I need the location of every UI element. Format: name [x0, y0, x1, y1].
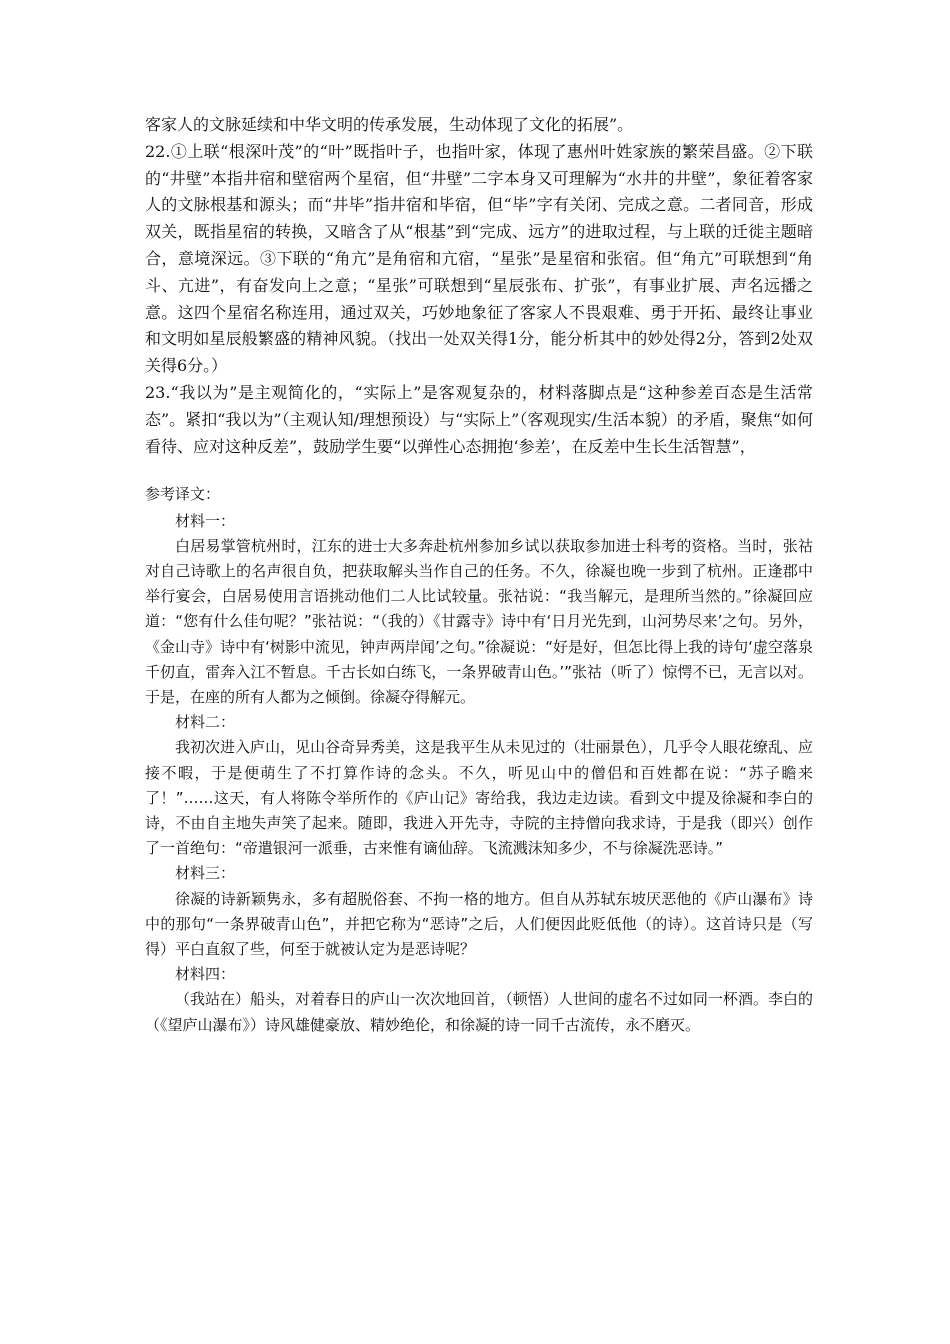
material-3-text: 徐凝的诗新颖隽永，多有超脱俗套、不拘一格的地方。但自从苏轼东坡厌恶他的《庐山瀑布》诗中的那句“一条界破青山色”，并把它称为“恶诗”之后，人们便因此贬低他（的诗）。这首诗只是（写得）平白直叙了些，何至于就被认定为是恶诗呢？ [145, 889, 813, 959]
material-4-text: （我站在）船头，对着春日的庐山一次次地回首，（顿悟）人世间的虚名不过如同一杯酒。李白的（《望庐山瀑布》）诗风雄健豪放、精妙绝伦，和徐凝的诗一同千古流传，永不磨灭。 [145, 990, 813, 1034]
section-gap [145, 460, 813, 482]
answer-21-tail: 客家人的文脉延续和中华文明的传承发展，生动体现了文化的拓展”。 [145, 115, 634, 134]
document-page [145, 112, 813, 1038]
material-3-label: 材料三： [175, 864, 236, 883]
answer-22: 22.①上联“根深叶茂”的“叶”既指叶子，也指叶家，体现了惠州叶姓家族的繁荣昌盛。②下联的“井壁”本指井宿和壁宿两个星宿，但“井壁”二字本身又可理解为“水井的井壁”，象征着客家人的文脉根基和源头；而“井毕”指井宿和毕宿，但“毕”字有关闭、完成之意。二者同音，形成双关，既指星宿的转换，又暗含了从“根基”到“完成、远方”的进取过程，与上联的迁徙主题暗合，意境深远。③下联的“角亢”是角宿和亢宿，“星张”是星宿和张宿。但“角亢”可联想到“角斗、亢进”，有奋发向上之意；“星张”可联想到“星辰张布、扩张”，有事业扩展、声名远播之意。这四个星宿名称连用，通过双关，巧妙地象征了客家人不畏艰难、勇于开拓、最终让事业和文明如星辰般繁盛的精神风貌。（找出一处双关得1分，能分析其中的妙处得2分，答到2处双关得6分。） [145, 141, 813, 376]
material-2-text: 我初次进入庐山，见山谷奇异秀美，这是我平生从未见过的（壮丽景色），几乎令人眼花缭乱、应接不暇，于是便萌生了不打算作诗的念头。不久，听见山中的僧侣和百姓都在说：“苏子瞻来了！”……这天，有人将陈令举所作的《庐山记》寄给我，我边走边读。看到文中提及徐凝和李白的诗，不由自主地失声笑了起来。随即，我进入开先寺，寺院的主持僧向我求诗，于是我（即兴）创作了一首绝句：“帝遣银河一派垂，古来惟有谪仙辞。飞流溅沫知多少，不与徐凝洗恶诗。” [145, 738, 813, 858]
answer-block [145, 112, 813, 460]
material-1-text: 白居易掌管杭州时，江东的进士大多奔赴杭州参加乡试以获取参加进士科考的资格。当时，张祜对自己诗歌上的名声很自负，把获取解头当作自己的任务。不久，徐凝也晚一步到了杭州。正逢郡中举行宴会，白居易使用言语挑动他们二人比试较量。张祜说：“我当解元，是理所当然的。”徐凝回应道：“您有什么佳句呢？”张祜说：“（我的）《甘露寺》诗中有‘日月光先到，山河势尽来’之句。另外，《金山寺》诗中有‘树影中流见，钟声两岸闻’之句。”徐凝说：“好是好，但怎比得上我的诗句‘虚空落泉千仞直，雷奔入江不暂息。千古长如白练飞，一条界破青山色。’”张祜（听了）惊愕不已，无言以对。于是，在座的所有人都为之倾倒。徐凝夺得解元。 [145, 536, 813, 706]
translation-heading: 参考译文： [145, 485, 221, 504]
material-2-label: 材料二： [175, 713, 236, 732]
material-1-label: 材料一： [175, 511, 236, 530]
translation-block [145, 482, 813, 1037]
answer-23: 23.“我以为”是主观简化的，“实际上”是客观复杂的，材料落脚点是“这种参差百态是生活常态”。紧扣“我以为”（主观认知/理想预设）与“实际上”（客观现实/生活本貌）的矛盾，聚焦“如何看待、应对这种反差”，鼓励学生要“以弹性心态拥抱‘参差’，在反差中生长生活智慧”， [145, 382, 813, 456]
material-4-label: 材料四： [175, 965, 236, 984]
